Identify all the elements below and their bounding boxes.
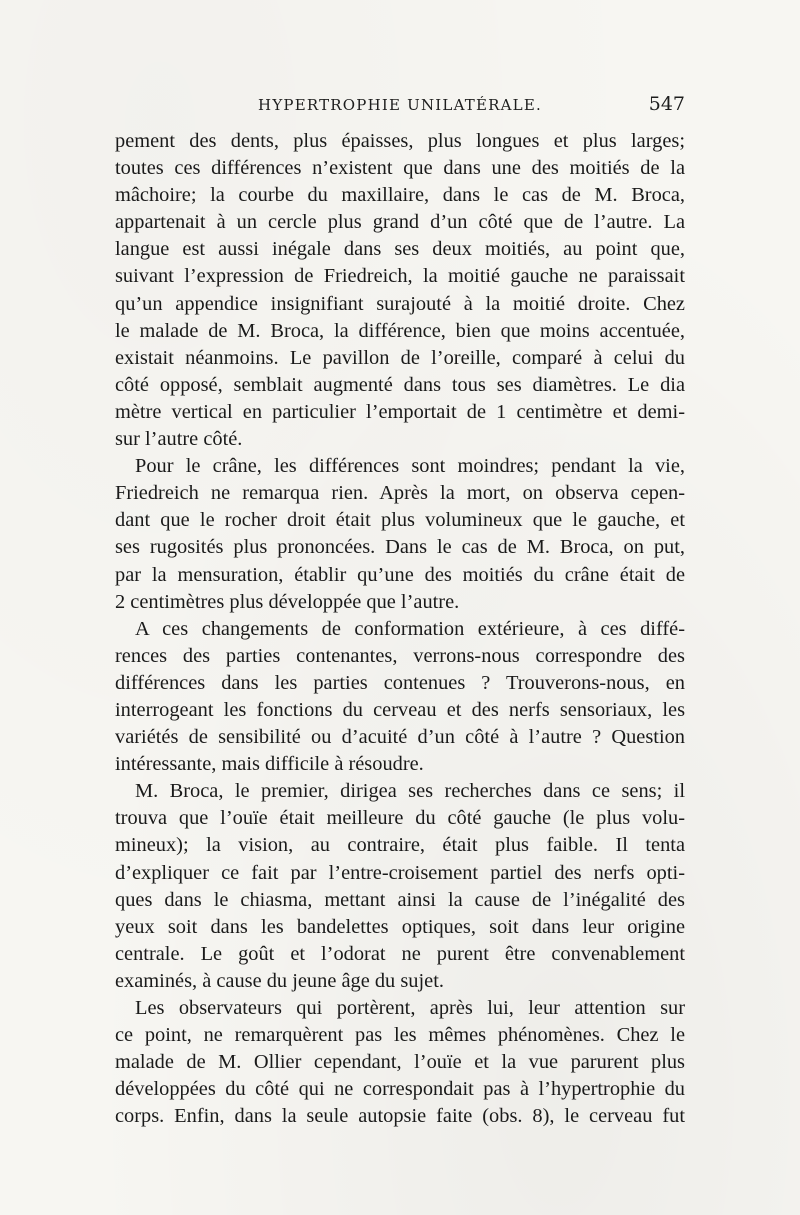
text-line: appartenait à un cercle plus grand d’un côté que de l’autre. La	[115, 211, 685, 234]
text-line: ce point, ne remarquèrent pas les mêmes phénomènes. Chez le	[115, 1024, 685, 1047]
text-line: Les observateurs qui portèrent, après lui, leur attention sur	[135, 997, 685, 1019]
text-line: développées du côté qui ne correspondait pas à l’hypertrophie du	[115, 1078, 685, 1101]
text-line: côté opposé, semblait augmenté dans tous ses diamètres. Le dia	[115, 373, 685, 396]
page-number: 547	[648, 93, 685, 115]
text-line: ses rugosités plus prononcées. Dans le cas de M. Broca, on put,	[115, 536, 685, 559]
text-line: ques dans le chiasma, mettant ainsi la cause de l’inégalité des	[115, 888, 685, 911]
page-header	[115, 94, 685, 120]
text-line: interrogeant les fonctions du cerveau et des nerfs sensoriaux, les	[115, 698, 685, 721]
text-line: variétés de sensibilité ou d’acuité d’un côté à l’autre ? Question	[115, 726, 685, 749]
text-line: qu’un appendice insignifiant surajouté à la moitié droite. Chez	[115, 292, 685, 315]
text-line: Pour le crâne, les différences sont moindres; pendant la vie,	[135, 455, 685, 478]
text-line: corps. Enfin, dans la seule autopsie faite (obs. 8), le cerveau fut	[115, 1105, 685, 1128]
text-line: A ces changements de conformation extérieure, à ces diffé-	[135, 617, 685, 640]
text-line: suivant l’expression de Friedreich, la moitié gauche ne paraissait	[115, 265, 685, 288]
text-line: intéressante, mais difficile à résoudre.	[115, 753, 424, 776]
text-line: le malade de M. Broca, la différence, bien que moins accentuée,	[115, 319, 685, 342]
text-line: centrale. Le goût et l’odorat ne purent être convenablement	[115, 942, 685, 965]
text-line: mineux); la vision, au contraire, était plus faible. Il tenta	[115, 834, 685, 857]
body-text	[115, 128, 685, 1130]
text-line: rences des parties contenantes, verrons-nous correspondre des	[115, 644, 685, 667]
text-line: différences dans les parties contenues ? Trouverons-nous, en	[115, 671, 685, 694]
text-line: mâchoire; la courbe du maxillaire, dans le cas de M. Broca,	[115, 184, 685, 207]
text-line: d’expliquer ce fait par l’entre-croisement partiel des nerfs opti-	[115, 861, 685, 884]
text-line: Friedreich ne remarqua rien. Après la mort, on observa cepen-	[115, 482, 685, 505]
text-line: mètre vertical en particulier l’emportait de 1 centimètre et demi-	[115, 400, 685, 423]
text-line: malade de M. Ollier cependant, l’ouïe et la vue parurent plus	[115, 1051, 685, 1074]
text-line: M. Broca, le premier, dirigea ses recherches dans ce sens; il	[135, 780, 685, 803]
text-line: pement des dents, plus épaisses, plus longues et plus larges;	[115, 130, 685, 152]
text-line: yeux soit dans les bandelettes optiques, soit dans leur origine	[115, 915, 685, 938]
text-line: par la mensuration, établir qu’une des moitiés du crâne était de	[115, 563, 685, 586]
running-title: HYPERTROPHIE UNILATÉRALE.	[258, 96, 542, 114]
text-line: examinés, à cause du jeune âge du sujet.	[115, 969, 444, 992]
text-line: existait néanmoins. Le pavillon de l’oreille, comparé à celui du	[115, 346, 685, 369]
text-line: toutes ces différences n’existent que dans une des moitiés de la	[115, 157, 685, 180]
text-line: langue est aussi inégale dans ses deux moitiés, au point que,	[115, 238, 685, 261]
text-line: 2 centimètres plus développée que l’autre.	[115, 590, 460, 613]
text-line: sur l’autre côté.	[115, 428, 243, 451]
text-line: trouva que l’ouïe était meilleure du côté gauche (le plus volu-	[115, 807, 685, 830]
text-line: dant que le rocher droit était plus volumineux que le gauche, et	[115, 509, 685, 532]
